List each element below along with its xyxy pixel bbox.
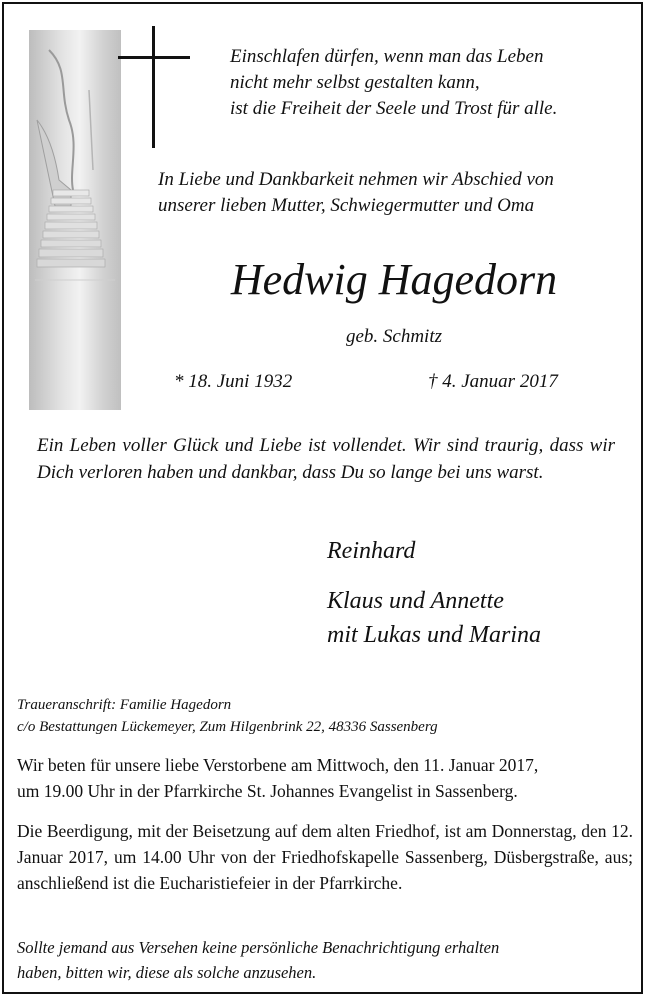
funeral-text: Die Beerdigung, mit der Beisetzung auf dem alten Friedhof, ist am Donnerstag, den 12. Januar 2017, um 14.00 Uhr von der Friedhofskapelle Sassenberg, Düsbergstraße, aus; anschließend ist die Eucharistiefeier in der Pfarrkirche. xyxy=(17,821,633,893)
address-line: c/o Bestattungen Lückemeyer, Zum Hilgenbrink 22, 48336 Sassenberg xyxy=(17,719,438,735)
mourning-address xyxy=(17,694,627,738)
intro-line: unserer lieben Mutter, Schwiegermutter und Oma xyxy=(158,195,535,216)
notice-text xyxy=(17,935,633,985)
deceased-name: Hedwig Hagedorn xyxy=(230,255,558,304)
family-line: Reinhard xyxy=(327,538,416,564)
prayer-service-text xyxy=(17,752,633,804)
maiden-name: geb. Schmitz xyxy=(345,326,443,347)
motto-line: ist die Freiheit der Seele und Trost für alle. xyxy=(230,98,558,119)
stairway-illustration xyxy=(29,30,121,410)
birth-date: * 18. Juni 1932 xyxy=(174,371,293,392)
motto-verse xyxy=(230,44,630,122)
life-text: Ein Leben voller Glück und Liebe ist vollendet. Wir sind traurig, dass wir Dich verloren haben und dankbar, dass Du so lange bei uns warst. xyxy=(37,435,615,483)
death-date: † 4. Januar 2017 xyxy=(428,371,558,392)
service-line: um 19.00 Uhr in der Pfarrkirche St. Johannes Evangelist in Sassenberg. xyxy=(17,781,518,801)
cross-icon xyxy=(118,26,190,148)
motto-line: Einschlafen dürfen, wenn man das Leben xyxy=(230,46,544,67)
address-line: Traueranschrift: Familie Hagedorn xyxy=(17,697,232,713)
notice-line: haben, bitten wir, diese als solche anzusehen. xyxy=(17,963,317,982)
family-line: mit Lukas und Marina xyxy=(327,622,542,648)
motto-line: nicht mehr selbst gestalten kann, xyxy=(230,72,480,93)
farewell-intro xyxy=(158,167,628,219)
stairway-image xyxy=(29,30,121,410)
notice-line: Sollte jemand aus Versehen keine persönliche Benachrichtigung erhalten xyxy=(17,938,500,957)
service-line: Wir beten für unsere liebe Verstorbene am Mittwoch, den 11. Januar 2017, xyxy=(17,755,539,775)
intro-line: In Liebe und Dankbarkeit nehmen wir Abschied von xyxy=(158,169,554,190)
family-line: Klaus und Annette xyxy=(327,588,504,614)
